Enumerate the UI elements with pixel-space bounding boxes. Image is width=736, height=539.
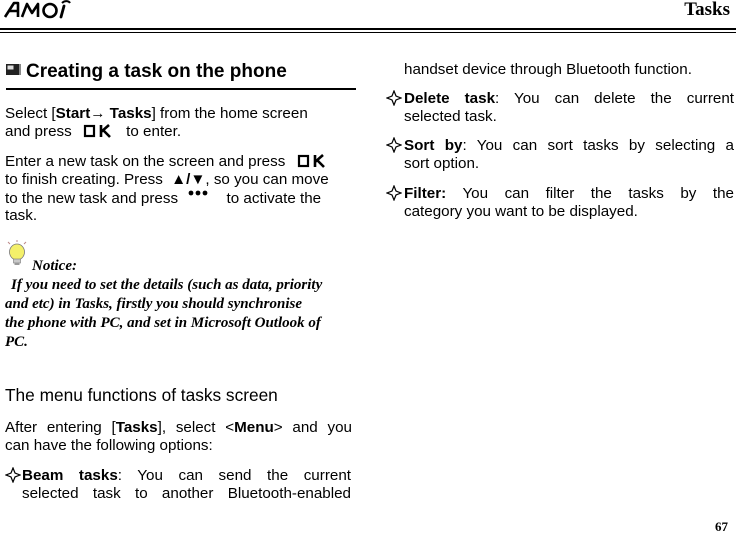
diamond-bullet-icon	[386, 90, 402, 106]
text: ], select <	[157, 419, 235, 436]
option-delete-task	[404, 90, 734, 108]
ok-key-icon	[296, 154, 332, 168]
section-title: Creating a task on the phone	[26, 61, 287, 82]
menu-intro	[5, 419, 352, 437]
ok-key-icon	[82, 124, 118, 138]
text: , so you can move	[205, 171, 329, 188]
menu-label: Menu	[234, 419, 274, 436]
notice-title: Notice:	[32, 258, 77, 274]
amoi-logo	[2, 0, 72, 20]
option-filter	[404, 185, 734, 203]
paragraph-enter-task-line3	[5, 189, 321, 208]
section-rule	[6, 88, 356, 90]
notice-body	[5, 276, 353, 352]
text: to the new task and press	[5, 190, 179, 207]
header-rule-thin	[0, 32, 736, 33]
option-name: Beam tasks	[22, 467, 118, 484]
option-sort-by-line2: sort option.	[404, 155, 480, 172]
option-sort-by	[404, 137, 734, 155]
text: to finish creating. Press	[5, 171, 163, 188]
more-dots-icon	[184, 189, 214, 201]
notice-line: PC.	[5, 334, 28, 350]
option-desc: : You can sort tasks by selecting a	[462, 137, 734, 154]
menu-functions-heading: The menu functions of tasks screen	[5, 385, 278, 405]
page-number: 67	[715, 519, 728, 534]
option-name: Delete task	[404, 90, 496, 107]
paragraph-select-start	[5, 105, 357, 123]
option-desc: You can filter the tasks by the	[462, 185, 734, 202]
paragraph-select-start-line2	[5, 123, 181, 141]
option-filter-line2: category you want to be displayed.	[404, 203, 638, 220]
paragraph-enter-task-line4: task.	[5, 207, 38, 224]
up-down-arrow-icon: ▲/▼	[171, 171, 206, 188]
option-desc: : You can send the current	[117, 467, 351, 484]
text: and press	[5, 123, 72, 140]
diamond-bullet-icon	[386, 185, 402, 201]
option-desc: : You can delete the current	[495, 90, 734, 107]
text: to enter.	[126, 123, 182, 140]
text: Select [	[5, 105, 56, 122]
option-beam-tasks-line2: selected task to another Bluetooth-enabled	[22, 485, 351, 502]
text: > and you	[273, 419, 352, 436]
section-square-icon	[6, 64, 21, 75]
notice-line: the phone with PC, and set in Microsoft Outlook of	[5, 315, 321, 331]
menu-intro-line2: can have the following options:	[5, 437, 213, 454]
running-title: Tasks	[684, 0, 730, 20]
diamond-bullet-icon	[386, 137, 402, 153]
diamond-bullet-icon	[5, 467, 21, 483]
header-rule	[0, 28, 736, 30]
text: Enter a new task on the screen and press	[5, 153, 286, 170]
text: ] from the home screen	[151, 105, 308, 122]
text: to activate the	[226, 190, 322, 207]
notice-line: and etc) in Tasks, firstly you should synchronise	[5, 296, 302, 312]
option-name: Filter:	[404, 185, 447, 202]
option-delete-task-line2: selected task.	[404, 108, 497, 125]
option-beam-tasks	[22, 467, 351, 485]
lightbulb-icon	[6, 240, 28, 268]
tasks-label: Tasks	[115, 419, 158, 436]
option-beam-tasks-line3: handset device through Bluetooth function.	[404, 61, 692, 78]
start-tasks-path: Start→ Tasks	[55, 105, 152, 122]
text: After entering [	[5, 419, 116, 436]
paragraph-enter-task-line2	[5, 171, 329, 189]
paragraph-enter-task	[5, 153, 332, 171]
option-name: Sort by	[404, 137, 463, 154]
notice-line: If you need to set the details (such as data, priority	[11, 277, 323, 293]
